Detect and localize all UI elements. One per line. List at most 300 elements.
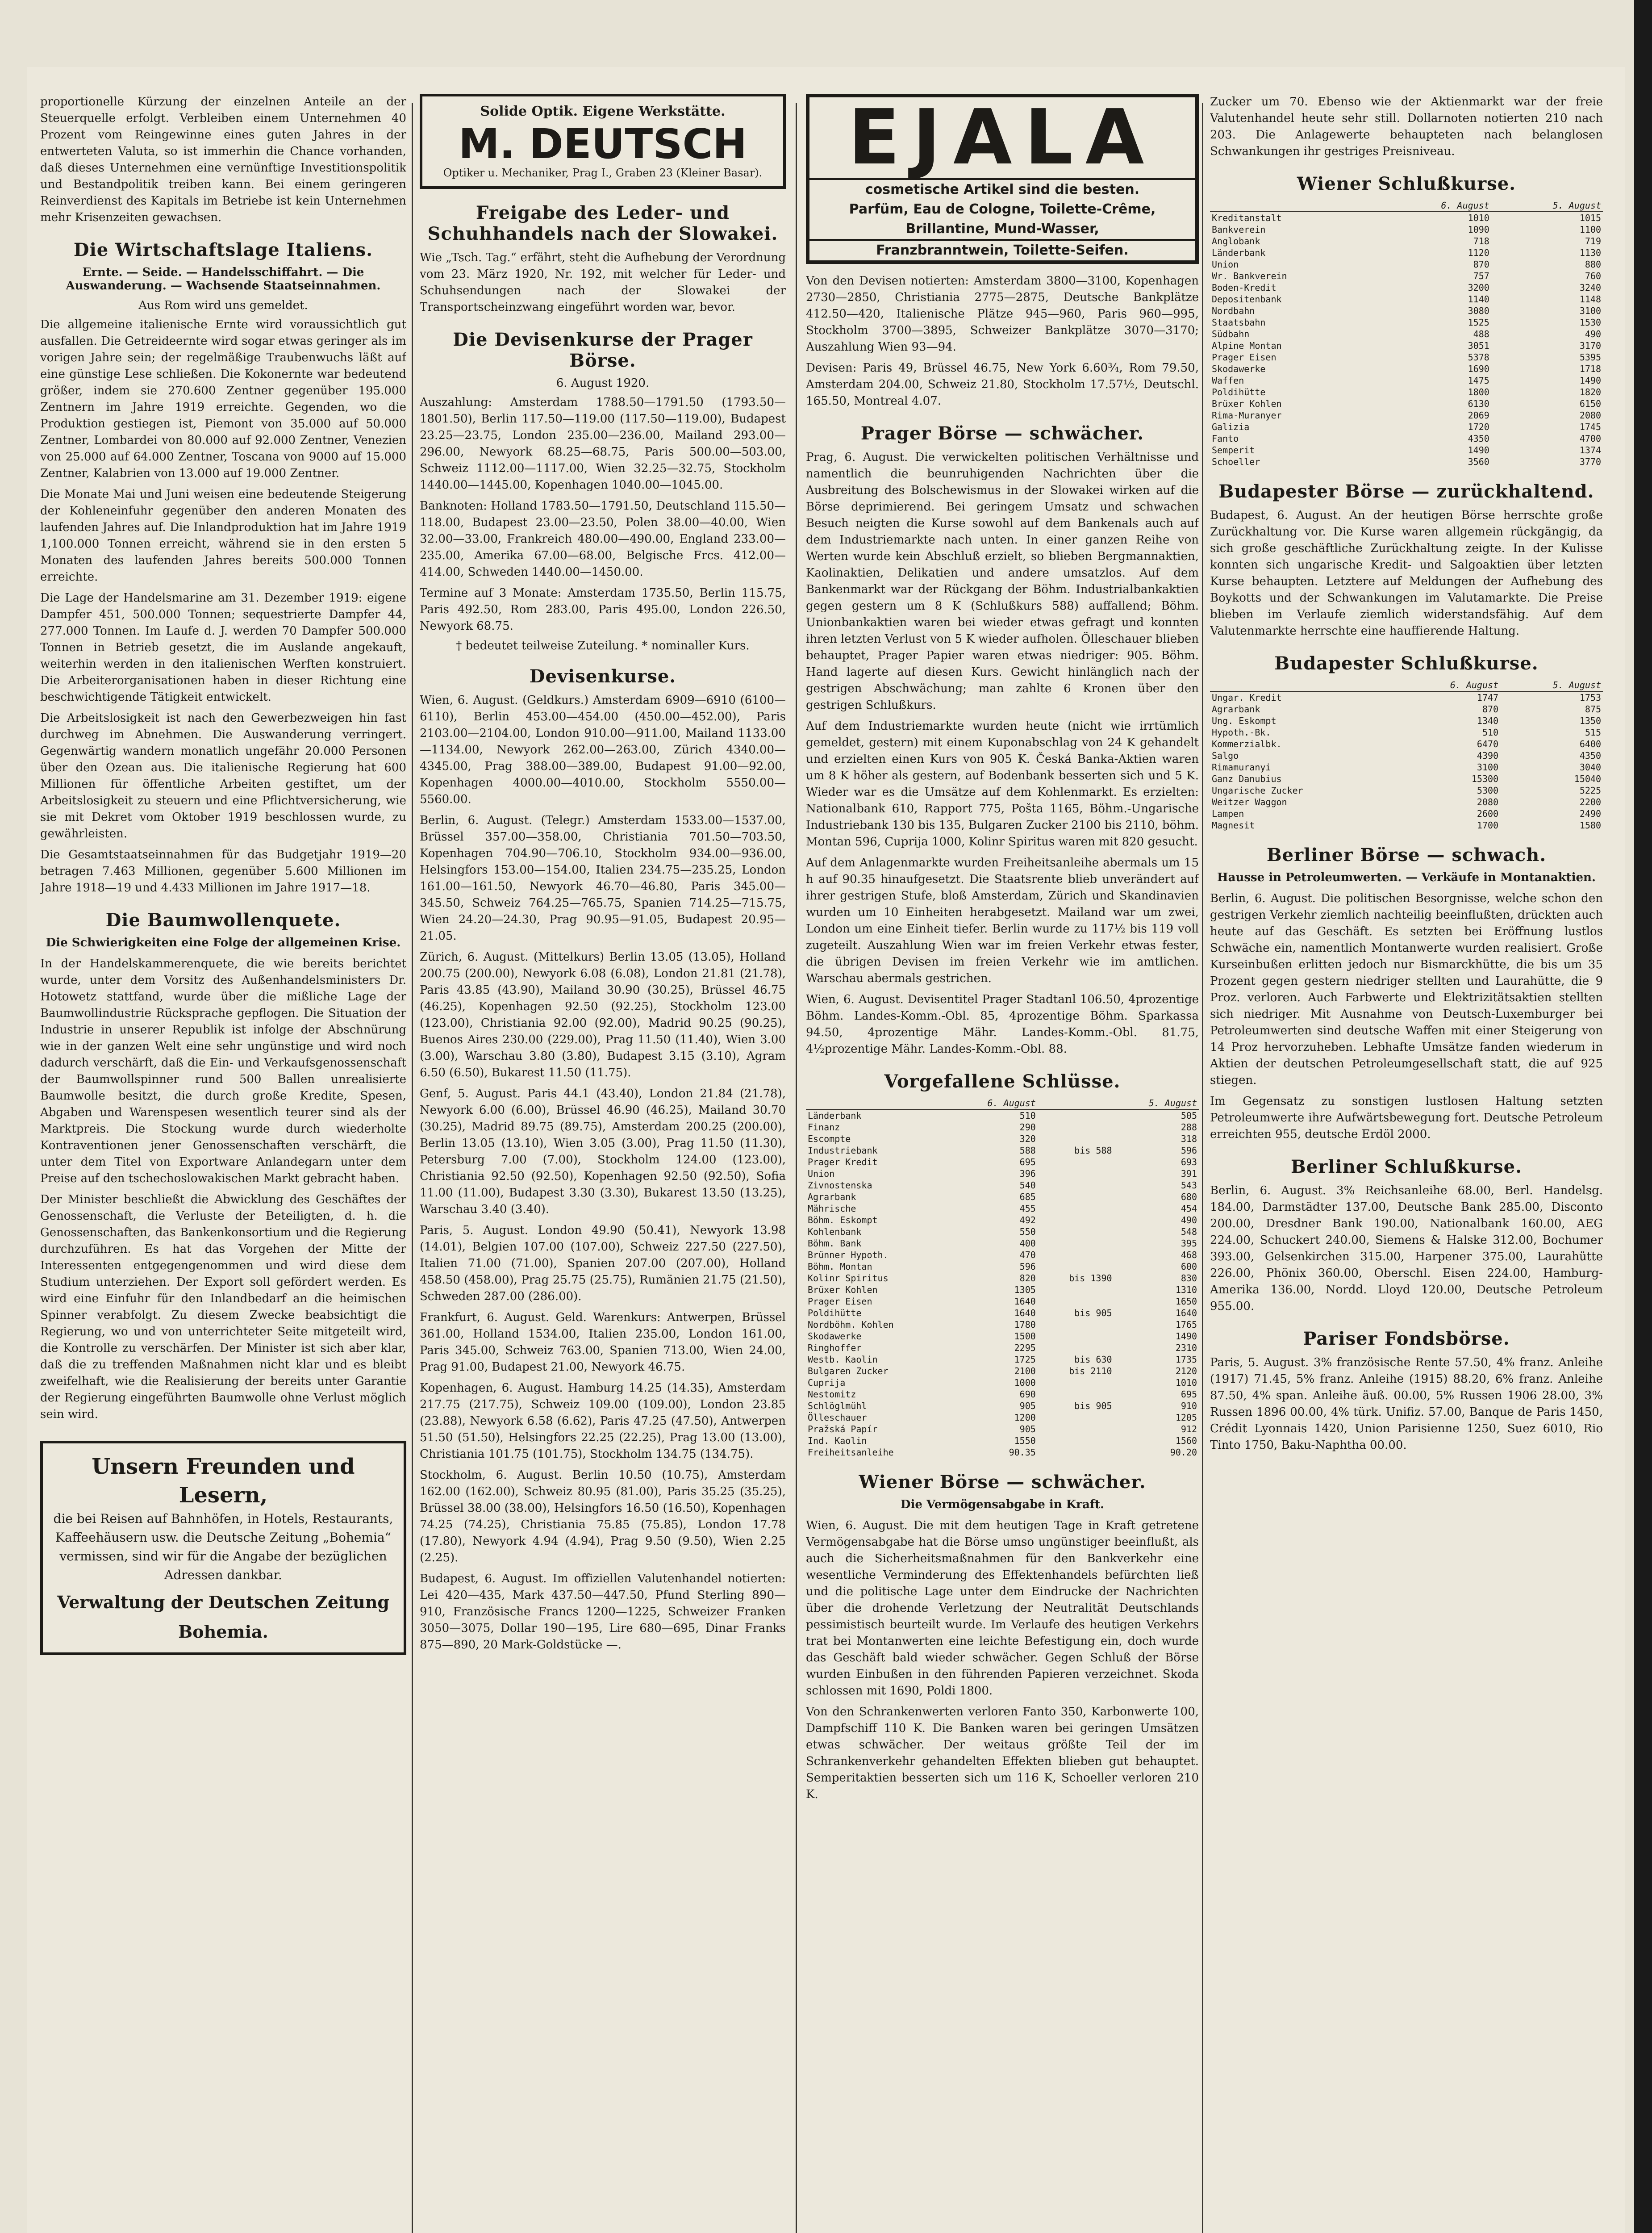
table-row — [806, 1226, 1199, 1238]
price-cell: 6400 — [1579, 739, 1601, 749]
security-name: Weitzer Waggon — [1212, 797, 1287, 807]
column-4 — [1210, 94, 1603, 2233]
table-row — [806, 1365, 1199, 1377]
price-cell — [1038, 1447, 1114, 1458]
price-cell: 488 — [1473, 329, 1489, 339]
price-cell: 505 — [1181, 1110, 1197, 1121]
price-cell: 1305 — [1014, 1284, 1036, 1295]
article-heading: Freigabe des Leder- und Schuhhandels nach der Slowakei. — [427, 202, 778, 244]
price-cell: 318 — [1181, 1133, 1197, 1144]
price-cell: 4700 — [1579, 433, 1601, 444]
table-row — [1210, 773, 1603, 785]
ad-tagline: Solide Optik. Eigene Werkstätte. — [480, 104, 726, 119]
price-cell: 3770 — [1579, 456, 1601, 467]
stock-table — [1210, 200, 1603, 468]
article-subheading: Die Schwierigkeiten eine Folge der allgemeinen Krise. — [46, 936, 401, 949]
price-cell: 880 — [1585, 259, 1601, 270]
security-name: Bankverein — [1212, 224, 1266, 235]
table-row — [806, 1342, 1199, 1354]
table-row — [1210, 328, 1603, 340]
price-cell: 515 — [1585, 727, 1601, 738]
article-heading: Wiener Börse — schwächer. — [859, 1472, 1146, 1493]
security-name: Böhm. Eskompt — [808, 1215, 878, 1225]
security-name: Nordbahn — [1212, 305, 1255, 316]
price-cell: 6470 — [1477, 739, 1499, 749]
price-cell: bis 905 — [1074, 1308, 1112, 1318]
table-header-cell: 6. August — [1398, 679, 1500, 691]
security-name: Galizia — [1212, 422, 1250, 432]
price-cell: 1650 — [1175, 1296, 1197, 1307]
price-cell: 685 — [1019, 1192, 1036, 1202]
security-name: Salgo — [1212, 750, 1239, 761]
price-cell — [1038, 1423, 1114, 1435]
price-cell: 454 — [1181, 1203, 1197, 1214]
price-cell: 2310 — [1175, 1342, 1197, 1353]
ad-signature: Bohemia. — [178, 1622, 268, 1642]
table-row — [1210, 727, 1603, 738]
table-row — [1210, 398, 1603, 410]
security-name: Ind. Kaolin — [808, 1435, 867, 1446]
article-text: Zürich, 6. August. (Mittelkurs) Berlin 13.05 (13.05), Holland 200.75 (200.00), Newyork 6.08 (6.08), London 21.81 (21.78), Paris 43.85 (43.90), Mailand 30.90 (30.25), Brüssel 46.75 (46.25), Kopenhagen 92.50 (92.25), Stockholm 123.00 (123.00), Christiania 92.00 (92.00), Madrid 90.25 (90.25), Buenos Aires 230.00 (229.00), Prag 11.50 (11.40), Wien 3.00 (3.00), Warschau 3.80 (3.80), Budapest 3.15 (3.10), Agram 6.50 (6.50), Bukarest 11.50 (11.75). — [420, 950, 786, 1079]
price-cell: 695 — [1181, 1389, 1197, 1400]
ad-text: Parfüm, Eau de Cologne, Toilette-Crême, Brillantine, Mund-Wasser, — [849, 201, 1156, 237]
article-text: proportionelle Kürzung der einzelnen Anteile an der Steuerquelle erfolgt. Verbleiben einem Unternehmen 40 Prozent vom Reingewinne eines guten Jahres in der entwerteten Valuta, so ist immerhin die Chance vorhanden, daß dieses Unternehmen eine vernünftige Investitionspolitik und Bestandpolitik treiben kann. Bei einem geringeren Reinverdienst des Kapitals im Betriebe ist kein Unternehmen mehr Krisenzeiten gewachsen. — [40, 95, 406, 224]
security-name: Brüxer Kohlen — [808, 1284, 878, 1295]
price-cell: 1530 — [1579, 317, 1601, 328]
price-cell: 2069 — [1468, 410, 1489, 421]
table-row — [1210, 375, 1603, 386]
price-cell: 718 — [1473, 236, 1489, 247]
article-subheading: Hausse in Petroleumwerten. — Verkäufe in Montanaktien. — [1217, 871, 1596, 884]
article-heading: Die Devisenkurse der Prager Börse. — [453, 329, 753, 371]
ad-text: Franzbranntwein, Toilette-Seifen. — [809, 239, 1195, 260]
price-cell: 1690 — [1468, 364, 1489, 374]
table-row — [1210, 247, 1603, 259]
price-cell: 468 — [1181, 1250, 1197, 1260]
table-header-cell: 6. August — [952, 1097, 1037, 1109]
price-cell: 1200 — [1014, 1412, 1036, 1423]
price-cell — [1038, 1168, 1114, 1179]
article-text: Von den Devisen notierten: Amsterdam 3800—3100, Kopenhagen 2730—2850, Christiania 2775—2875, Deutsche Bankplätze 412.50—420, Italienische Plätze 945—960, Paris 960—995, Stockholm 3700—3895, Schweizer Bankplätze 3070—3170; Auszahlung Wien 93—94. — [806, 274, 1199, 354]
table-row — [806, 1435, 1199, 1447]
security-name: Schoeller — [1212, 456, 1260, 467]
price-cell — [1038, 1156, 1114, 1168]
article-text: Wien, 6. August. Devisentitel Prager Stadtanl 106.50, 4prozentige Böhm. Landes-Komm.-Obl. 85, 4prozentige Böhm. Sparkassa 94.50, 4prozentige Mähr. Landes-Komm.-Obl. 81.75, 4½prozentige Mähr. Landes-Komm.-Obl. 88. — [806, 993, 1199, 1056]
table-row — [806, 1261, 1199, 1272]
article-heading: Berliner Schlußkurse. — [1290, 1156, 1522, 1177]
price-cell: 5395 — [1579, 352, 1601, 363]
price-cell: 830 — [1181, 1273, 1197, 1284]
price-cell: 510 — [1482, 727, 1499, 738]
article-heading: Devisenkurse. — [529, 666, 676, 687]
table-row — [806, 1354, 1199, 1365]
price-cell: 455 — [1019, 1203, 1036, 1214]
article-heading: Wiener Schlußkurse. — [1297, 173, 1516, 194]
price-cell — [1038, 1261, 1114, 1272]
price-cell — [1038, 1330, 1114, 1342]
price-cell: 6150 — [1579, 398, 1601, 409]
price-cell: 1340 — [1477, 715, 1499, 726]
table-header-cell: 5. August — [1491, 200, 1603, 212]
ad-address: Optiker u. Mechaniker, Prag I., Graben 23 (Kleiner Basar). — [443, 167, 763, 179]
column-rule — [796, 103, 797, 2233]
price-cell: 510 — [1019, 1110, 1036, 1121]
price-cell — [1038, 1342, 1114, 1354]
article-text: Kopenhagen, 6. August. Hamburg 14.25 (14.35), Amsterdam 217.75 (217.75), Schweiz 109.00 (109.00), London 23.85 (23.88), Newyork 6.58 (6.62), Paris 47.25 (47.50), Antwerpen 51.50 (51.50), Helsingfors 22.25 (22.25), Prag 13.00 (13.00), Christiania 101.75 (101.75), Stockholm 134.75 (134.75). — [420, 1381, 786, 1461]
security-name: Boden-Kredit — [1212, 282, 1277, 293]
security-name: Escompte — [808, 1133, 851, 1144]
price-cell: 1640 — [1175, 1308, 1197, 1318]
article-text: Genf, 5. August. Paris 44.1 (43.40), London 21.84 (21.78), Newyork 6.00 (6.00), Brüssel 46.90 (46.25), Mailand 30.70 (30.25), Madrid 89.75 (89.75), Amsterdam 200.25 (200.00), Berlin 13.05 (13.10), Wien 3.05 (3.00), Prag 11.50 (11.30), Petersburg 7.00 (7.00), Stockholm 124.00 (123.00), Christiania 92.50 (92.50), Kopenhagen 92.50 (92.50), Sofia 11.00 (11.00), Budapest 3.30 (3.30), Bukarest 13.50 (13.25), Warschau 3.40 (3.40). — [420, 1087, 786, 1216]
price-cell: bis 2110 — [1069, 1366, 1112, 1376]
table-header-cell — [1210, 679, 1398, 691]
table-row — [1210, 691, 1603, 703]
column-rule — [1202, 103, 1203, 2233]
article-text: Budapest, 6. August. An der heutigen Börse herrschte große Zurückhaltung vor. Die Kurse waren allgemein rückgängig, da sich große geschäftliche Zurückhaltung zeigte. In der Kulisse konnten sich ungarische Kredit- und Salgoaktien über letzten Kurse behaupten. Letztere auf Meldungen der Aufhebung des Boykotts und der Schwankungen im Valutamarkte. Die Preise blieben im Verlaufe ziemlich widerstandsfähig. Auf dem Valutenmarkte herrschte eine hauffierende Haltung. — [1210, 509, 1603, 638]
price-cell: 2200 — [1579, 797, 1601, 807]
article-subheading: Ernte. — Seide. — Handelsschiffahrt. — Die Auswanderung. — Wachsende Staatseinnahmen. — [66, 266, 381, 293]
article-text: Devisen: Paris 49, Brüssel 46.75, New York 6.60¾, Rom 79.50, Amsterdam 204.00, Schweiz 21.80, Stockholm 17.57½, Deutschl. 165.50, Montreal 4.07. — [806, 361, 1199, 408]
table-row — [1210, 386, 1603, 398]
price-cell — [1038, 1203, 1114, 1214]
security-name: Prager Eisen — [1212, 352, 1277, 363]
table-row — [806, 1447, 1199, 1458]
price-cell: 600 — [1181, 1261, 1197, 1272]
security-name: Rima-Muranyer — [1212, 410, 1282, 421]
price-cell: 1745 — [1579, 422, 1601, 432]
article-text: Frankfurt, 6. August. Geld. Warenkurs: Antwerpen, Brüssel 361.00, Holland 1534.00, Italien 235.00, London 161.00, Paris 345.00, Schweiz 763.00, Spanien 713.00, Wien 24.00, Prag 91.00, Budapest 21.00, Newyork 46.75. — [420, 1311, 786, 1374]
security-name: Ung. Eskompt — [1212, 715, 1277, 726]
article-text: Stockholm, 6. August. Berlin 10.50 (10.75), Amsterdam 162.00 (162.00), Schweiz 80.95 (81.00), Paris 35.25 (35.25), Brüssel 38.00 (38.00), Helsingfors 16.50 (16.50), Kopenhagen 74.25 (74.25), Christiania 75.85 (75.85), London 17.78 (17.80), Newyork 4.94 (4.94), Prag 9.50 (9.50), Wien 2.25 (2.25). — [420, 1468, 786, 1564]
price-cell — [1038, 1296, 1114, 1307]
article-text: Termine auf 3 Monate: Amsterdam 1735.50, Berlin 115.75, Paris 492.50, Rom 283.00, Paris 495.00, London 226.50, Newyork 68.75. — [420, 586, 786, 633]
table-row — [1210, 317, 1603, 328]
price-cell: 1640 — [1014, 1308, 1036, 1318]
security-name: Brüxer Kohlen — [1212, 398, 1282, 409]
article-text: In der Handelskammerenquete, die wie bereits berichtet wurde, unter dem Vorsitz des Außenhandelsministers Dr. Hotowetz stattfand, wurde über die mißliche Lage der Baumwollindustrie Rücksprache gepflogen. Die Situation der Industrie in unserer Republik ist infolge der Abschnürung wie in der ganzen Welt eine sehr ungünstige und wird noch dadurch verschärft, daß die Ein- und Verkaufsgenossenschaft der Baumwollspinner rund 500 Ballen unrealisierte Baumwolle besitzt, die durch große Kredite, Spesen, Abgaben und Warenspesen wesentlich teurer sind als der Marktpreis. Die Stockung wurde durch wiederholte Kontraventionen jener Genossenschaften verschärft, die unter dem Titel von Exportware Anlandegarn unter dem Preise auf den tschechoslowakischen Markt gebracht haben. — [40, 957, 406, 1185]
ad-text: die bei Reisen auf Bahnhöfen, in Hotels, Restaurants, Kaffeehäusern usw. die Deutsche Zeitung „Bohemia“ vermissen, sind wir für die Angabe der bezüglichen Adressen dankbar. — [53, 1511, 393, 1582]
article-text: Banknoten: Holland 1783.50—1791.50, Deutschland 115.50—118.00, Budapest 23.00—23.50, Polen 38.00—40.00, Wien 32.00—33.00, Frankreich 480.00—490.00, England 233.00—235.00, Amerika 67.00—68.00, Belgische Frcs. 412.00—414.00, Schweden 1440.00—1450.00. — [420, 499, 786, 579]
security-name: Poldihütte — [808, 1308, 862, 1318]
table-row — [1210, 785, 1603, 796]
table-row — [806, 1400, 1199, 1412]
table-row — [806, 1145, 1199, 1156]
table-row — [806, 1203, 1199, 1214]
price-cell: 596 — [1019, 1261, 1036, 1272]
newspaper-page — [27, 67, 1625, 2233]
ad-brand-name: EJALA — [848, 94, 1157, 182]
price-cell: 395 — [1181, 1238, 1197, 1249]
article-text: Auf dem Industriemarkte wurden heute (nicht wie irrtümlich gemeldet, gestern) mit einem Kuponabschlag von 24 K gehandelt und erzielten einen Kurs von 905 K. Česká Banka-Aktien waren um 8 K höher als gestern, auf Bodenbank besserten sich und 5 K. Wieder war es die Umsätze auf dem Kohlenmarkt. Es erzielten: Nationalbank 610, Rapport 775, Pošta 1165, Böhm.-Ungarische Industriebank 130 bis 135, Bulgaren Zucker 2100 bis 2110, böhm. Montan 596, Cuprija 1000, Kolinr Spiritus waren mit 820 gesucht. — [806, 719, 1199, 849]
article-text: Wien, 6. August. Die mit dem heutigen Tage in Kraft getretene Vermögensabgabe hat die Börse umso ungünstiger beeinflußt, als auch die Sicherheitsmaßnahmen für den Bankverkehr eine wesentliche Verminderung des Effektenhandels befürchten ließ und die politische Lage unter dem Eindrucke der Nachrichten über die drohende Verletzung der Neutralität Deutschlands pessimistisch beurteilt wurde. Im Verlaufe des heutigen Verkehrs trat bei Montanwerten eine leichte Befestigung ein, doch wurde das Geschäft bald wieder schwächer. Gegen Schluß der Börse wurden Einbußen in den führenden Papieren verzeichnet. Skoda schlossen mit 1690, Poldi 1800. — [806, 1519, 1199, 1698]
security-name: Waffen — [1212, 375, 1244, 386]
price-cell: 1550 — [1014, 1435, 1036, 1446]
table-row — [1210, 433, 1603, 444]
advertisement-box — [420, 94, 786, 189]
price-cell: 1700 — [1477, 820, 1499, 831]
table-row — [1210, 293, 1603, 305]
price-cell: 1490 — [1579, 375, 1601, 386]
article-text: Berlin, 6. August. (Telegr.) Amsterdam 1533.00—1537.00, Brüssel 357.00—358.00, Christiania 701.50—703.50, Kopenhagen 704.90—706.10, Stockholm 934.00—936.00, Helsingfors 153.00—154.00, Italien 234.75—235.25, London 161.00—161.50, Newyork 46.70—46.80, Paris 345.00—345.50, Schweiz 764.25—765.75, Spanien 714.25—715.75, Wien 24.20—24.30, Prag 90.95—91.05, Budapest 20.95—21.05. — [420, 814, 786, 943]
table-header-cell — [1210, 200, 1380, 212]
security-name: Staatsbahn — [1212, 317, 1266, 328]
price-cell: 4350 — [1468, 433, 1489, 444]
price-cell: 2295 — [1014, 1342, 1036, 1353]
price-cell — [1038, 1179, 1114, 1191]
security-name: Poldihütte — [1212, 387, 1266, 397]
article-heading: Die Wirtschaftslage Italiens. — [73, 239, 373, 260]
security-name: Hypoth.-Bk. — [1212, 727, 1271, 738]
price-cell: 490 — [1585, 329, 1601, 339]
price-cell: 90.20 — [1170, 1447, 1197, 1458]
table-row — [806, 1109, 1199, 1121]
security-name: Union — [1212, 259, 1239, 270]
price-cell: 1148 — [1579, 294, 1601, 305]
table-row — [1210, 224, 1603, 235]
table-row — [1210, 820, 1603, 831]
table-row — [806, 1296, 1199, 1307]
price-cell: 400 — [1019, 1238, 1036, 1249]
price-cell: bis 630 — [1074, 1354, 1112, 1365]
security-name: Kreditanstalt — [1212, 213, 1282, 223]
article-text: Die allgemeine italienische Ernte wird voraussichtlich gut ausfallen. Die Getreideernte wird sogar etwas geringer als im vorigen Jahre sein; der regelmäßige Traubenwuchs läßt auf eine günstige Lese schließen. Die Kokonernte war bedeutend größer, indem sie 270.600 Zentner gegenüber 195.000 Zentnern im Jahre 1919 erreichte. Gegenden, wo die Produktion gestiegen ist, Piemont von 35.000 auf 50.000 Zentner, Lombardei von 80.000 auf 92.000 Zentner, Venezien von 25.000 auf 64.000 Zentner, Toscana von 9000 auf 15.000 Zentner, Kalabrien von 13.000 auf 19.000 Zentner. — [40, 318, 406, 480]
price-cell: 3170 — [1579, 340, 1601, 351]
price-cell: 1120 — [1468, 247, 1489, 258]
security-name: Semperit — [1212, 445, 1255, 456]
article-text: Prag, 6. August. Die verwickelten politischen Verhältnisse und namentlich die beunruhigenden Nachrichten über die Ausbreitung des Bolschewismus in der Slowakei wirken auf die Börse deprimierend. Bei geringem Umsatz und schwachen Besuch neigten die Kurse sowohl auf dem Bankenals auch auf dem Industriemarkte nach unten. In einer ganzen Reihe von Werten wurde kein Abschluß erzielt, so blieben Bergmannaktien, Kaolinaktien, Delikatien und andere umsatzlos. Auf dem Bankenmarkt war der Rückgang der Böhm. Industrialbankaktien gegen gestern um 8 K (Schlußkurs 588) auffallend; Böhm. Unionbankaktien waren bei wieder etwas gefragt und konnten ihren letzten Verlust von 5 K wieder aufholen. Ölleschauer blieben behauptet, Prager Papier waren etwas niedriger: 905. Böhm. Hand lagerte auf diesen Kurs. Gewicht hinlänglich nach der gestrigen Abschwächung; man zahlte 6 Kronen über den gestrigen Schlußkurs. — [806, 451, 1199, 712]
price-cell: 3560 — [1468, 456, 1489, 467]
price-cell: 3051 — [1468, 340, 1489, 351]
price-cell: 2490 — [1579, 808, 1601, 819]
table-row — [806, 1191, 1199, 1203]
security-name: Länderbank — [1212, 247, 1266, 258]
price-cell: 905 — [1019, 1424, 1036, 1434]
advertisement-box — [40, 1441, 406, 1655]
article-text: Die Arbeitslosigkeit ist nach den Gewerbezweigen hin fast durchweg im Abnehmen. Die Auswanderung verringert. Gegenwärtig wandern monatlich ungefähr 20.000 Personen über den Ozean aus. Die italienische Regierung hat 600 Millionen für öffentliche Arbeiten gestiftet, um der Arbeitslosigkeit zu steuern und eine Pflichtversicherung, wie sie mit Dekret vom Oktober 1919 beschlossen wurde, zu gewährleisten. — [40, 711, 406, 841]
ad-headline: Unsern Freunden und Lesern, — [92, 1454, 355, 1508]
stock-table — [1210, 679, 1603, 831]
table-row — [806, 1133, 1199, 1145]
price-cell: 1720 — [1468, 422, 1489, 432]
table-row — [1210, 761, 1603, 773]
article-text: Auf dem Anlagenmarkte wurden Freiheitsanleihe abermals um 15 h auf 90.35 hinaufgesetzt. Die Staatsrente blieb unverändert auf ihrer gestrigen Stufe, bloß Amsterdam, Zürich und Skandinavien wurden um 10 Einheiten herabgesetzt. Mailand war um zwei, London um eine Einheit tiefer. Berlin wurde zu 117½ bis 119 voll zugeteilt. Auszahlung Wien war im freien Verkehr etwas fester, die übrigen Devisen im freien Verkehr wie im amtlichen. Warschau abermals gestrichen. — [806, 856, 1199, 985]
article-heading: Die Baumwollenquete. — [105, 910, 341, 931]
article-text: Auszahlung: Amsterdam 1788.50—1791.50 (1793.50—1801.50), Berlin 117.50—119.00 (117.50—119.00), Budapest 23.25—23.75, London 235.00—236.00, Mailand 293.00—296.00, Newyork 68.25—68.75, Paris 500.00—503.00, Schweiz 1112.00—1117.00, Wien 32.25—32.75, Stockholm 1440.00—1445.00, Kopenhagen 1040.00—1045.00. — [420, 396, 786, 492]
price-cell: 1090 — [1468, 224, 1489, 235]
price-cell: 1000 — [1014, 1377, 1036, 1388]
article-text: Die Lage der Handelsmarine am 31. Dezember 1919: eigene Dampfer 451, 500.000 Tonnen; sequestrierte Dampfer 44, 277.000 Tonnen. Im Laufe d. J. werden 70 Dampfer 500.000 Tonnen in Betrieb gesetzt, die im Auslande angekauft, weiterhin werden in den italienischen Werften konstruiert. Die Arbeiterorganisationen haben in dieser Richtung eine beschwichtigende Tätigkeit entwickelt. — [40, 591, 406, 704]
price-cell: 693 — [1181, 1157, 1197, 1167]
table-row — [1210, 444, 1603, 456]
security-name: Kommerzialbk. — [1212, 739, 1282, 749]
price-cell: 1205 — [1175, 1412, 1197, 1423]
price-cell: 596 — [1181, 1145, 1197, 1156]
table-header-row — [806, 1097, 1199, 1109]
price-cell: 1475 — [1468, 375, 1489, 386]
security-name: Kolinr Spiritus — [808, 1273, 889, 1284]
price-cell: 1780 — [1014, 1319, 1036, 1330]
security-name: Skodawerke — [808, 1331, 862, 1342]
price-cell: 870 — [1473, 259, 1489, 270]
price-cell: 1580 — [1579, 820, 1601, 831]
security-name: Ringhoffer — [808, 1342, 862, 1353]
security-name: Nordböhm. Kohlen — [808, 1319, 894, 1330]
article-heading: Budapester Schlußkurse. — [1274, 653, 1539, 674]
price-cell: 1640 — [1014, 1296, 1036, 1307]
ad-brand-name: M. DEUTSCH — [459, 120, 747, 168]
price-cell: 757 — [1473, 271, 1489, 281]
price-cell: 1820 — [1579, 387, 1601, 397]
price-cell — [1038, 1238, 1114, 1249]
article-text: Die Gesamtstaatseinnahmen für das Budgetjahr 1919—20 betragen 7.463 Millionen, gegenüber 5.600 Millionen im Jahre 1918—19 und 4.433 Millionen im Jahre 1917—18. — [40, 848, 406, 895]
price-cell: 870 — [1482, 704, 1499, 715]
article-text: Zucker um 70. Ebenso wie der Aktienmarkt war der freie Valutenhandel heute sehr still. Dollarnoten notierten 210 nach 203. Die Anlagewerte behaupteten nach belanglosen Schwankungen ihr gestriges Preisniveau. — [1210, 95, 1603, 158]
price-cell: 540 — [1019, 1180, 1036, 1191]
security-name: Wr. Bankverein — [1212, 271, 1287, 281]
price-cell: 5300 — [1477, 785, 1499, 796]
price-cell: 3080 — [1468, 305, 1489, 316]
article-text: Der Minister beschließt die Abwicklung des Geschäftes der Genossenschaft, die Verluste der Beteiligten, d. h. die Genossenschaften, das Bankenkonsortium und die Regierung durchzuführen. Es hat das Vorgehen der Mitte der Interessenten entgegengenommen und wird diese dem Studium unterziehen. Der Export soll gefördert werden. Es wird eine Einfuhr für den Inlandbedarf an die heimischen Spinner verabfolgt. Zu diesem Zwecke beabsichtigt die Regierung, wo und von unterrichteter Seite mitgeteilt wird, die Kontrolle zu verschärfen. Der Minister ist sich aber klar, daß die zu treffenden Maßnahmen nicht klar und es bleibt zweifelhaft, wie die Realisierung der bereits unter Garantie der Regierung eingeführten Baumwolle ohne Verlust möglich sein wird. — [40, 1193, 406, 1421]
table-row — [1210, 282, 1603, 293]
price-cell: 719 — [1585, 236, 1601, 247]
security-name: Fanto — [1212, 433, 1239, 444]
price-cell: 15040 — [1574, 774, 1601, 784]
security-name: Alpine Montan — [1212, 340, 1282, 351]
security-name: Lampen — [1212, 808, 1244, 819]
price-cell: 492 — [1019, 1215, 1036, 1225]
column-2 — [420, 94, 786, 2233]
price-cell: 5225 — [1579, 785, 1601, 796]
table-header-row — [1210, 200, 1603, 212]
article-text: Paris, 5. August. London 49.90 (50.41), Newyork 13.98 (14.01), Belgien 107.00 (107.00), Schweiz 227.50 (227.50), Italien 71.00 (71.00), Spanien 207.00 (207.00), Holland 458.50 (458.00), Prag 25.75 (25.75), Rumänien 21.75 (21.50), Schweden 287.00 (286.00). — [420, 1224, 786, 1303]
ad-text: cosmetische Artikel sind die besten. — [865, 182, 1140, 197]
price-cell: 3100 — [1477, 762, 1499, 773]
price-cell: bis 588 — [1074, 1145, 1112, 1156]
security-name: Bulgaren Zucker — [808, 1366, 889, 1376]
table-row — [806, 1238, 1199, 1249]
security-name: Mährische — [808, 1203, 856, 1214]
price-cell: 1010 — [1468, 213, 1489, 223]
price-cell: 550 — [1019, 1226, 1036, 1237]
table-row — [806, 1388, 1199, 1400]
advertisement-box — [806, 94, 1199, 264]
security-name: Rimamuranyi — [1212, 762, 1271, 773]
table-header-cell: 5. August — [1500, 679, 1603, 691]
table-row — [1210, 796, 1603, 808]
price-cell: 1130 — [1579, 247, 1601, 258]
article-text: Budapest, 6. August. Im offiziellen Valutenhandel notierten: Lei 420—435, Mark 437.50—447.50, Pfund Sterling 890—910, Französische Francs 1200—1225, Schweizer Franken 3050—3075, Dollar 190—195, Lire 680—695, Dinar Franks 875—890, 20 Mark-Goldstücke —. — [420, 1572, 786, 1652]
table-row — [1210, 421, 1603, 433]
price-cell: 6130 — [1468, 398, 1489, 409]
security-name: Cuprija — [808, 1377, 846, 1388]
price-cell: 910 — [1181, 1401, 1197, 1411]
security-name: Anglobank — [1212, 236, 1260, 247]
table-row — [1210, 351, 1603, 363]
price-cell — [1038, 1133, 1114, 1145]
price-cell: 396 — [1019, 1168, 1036, 1179]
security-name: Brünner Hypoth. — [808, 1250, 889, 1260]
table-header-cell — [1038, 1097, 1114, 1109]
price-cell — [1038, 1191, 1114, 1203]
article-heading: Budapester Börse — zurückhaltend. — [1218, 481, 1594, 502]
article-text: Berlin, 6. August. Die politischen Besorgnisse, welche schon den gestrigen Verkehr ziemlich nachteilig beeinflußten, drückten auch heute auf das Geschäft. Es setzten bei Eröffnung lustlos Schwäche ein, namentlich Montanwerte wurden realisiert. Große Kurseinbußen erlitten jedoch nur Bismarckhütte, die bis um 35 Prozent gegen gestern niedriger stellten und Laurahütte, die 9 Proz. verloren. Auch Farbwerte und Elektrizitätsaktien stellten sich niedriger. Mit Ausnahme von Deutsch-Luxemburger bei Petroleumwerten sind deutsche Waffen mit einer Steigerung von 14 Proz hervorzuheben. Lebhafte Umsätze fanden wiederum in Aktien der deutschen Petroleumgesellschaft statt, die auf 925 stiegen. — [1210, 892, 1603, 1087]
table-row — [806, 1179, 1199, 1191]
article-text: Von den Schrankenwerten verloren Fanto 350, Karbonwerte 100, Dampfschiff 110 K. Die Banken waren bei geringen Umsätzen etwas schwächer. Der weitaus größte Teil der im Schrankenverkehr gehandelten Effekten blieben gut behauptet. Semperitaktien besserten sich um 116 K, Schoeller verloren 210 K. — [806, 1705, 1199, 1801]
table-row — [806, 1121, 1199, 1133]
table-row — [806, 1284, 1199, 1296]
security-name: Union — [808, 1168, 835, 1179]
price-cell — [1038, 1435, 1114, 1447]
price-cell: 588 — [1019, 1145, 1036, 1156]
table-row — [1210, 456, 1603, 468]
article-text: Die Monate Mai und Juni weisen eine bedeutende Steigerung der Kohleneinfuhr gegenüber den anderen Monaten des laufenden Jahres auf. Die Inlandproduktion hat im Jahre 1919 1,100.000 Tonnen erreicht, während sie in den ersten 5 Monaten des laufenden Jahres bereits 500.000 Tonnen erreichte. — [40, 488, 406, 584]
price-cell: 288 — [1181, 1122, 1197, 1133]
security-name: Ungar. Kredit — [1212, 692, 1282, 703]
security-name: Ganz Danubius — [1212, 774, 1282, 784]
scan-border — [1634, 0, 1652, 2233]
price-cell: 1735 — [1175, 1354, 1197, 1365]
security-name: Ölleschauer — [808, 1412, 867, 1423]
price-cell: 1374 — [1579, 445, 1601, 456]
table-header-row — [1210, 679, 1603, 691]
price-cell: 1765 — [1175, 1319, 1197, 1330]
price-cell — [1038, 1319, 1114, 1330]
price-cell: 680 — [1181, 1192, 1197, 1202]
security-name: Schlöglmühl — [808, 1401, 867, 1411]
price-cell: 3040 — [1579, 762, 1601, 773]
column-1 — [40, 94, 406, 2233]
security-name: Kohlenbank — [808, 1226, 862, 1237]
table-row — [806, 1156, 1199, 1168]
price-cell: 912 — [1181, 1424, 1197, 1434]
table-row — [806, 1307, 1199, 1319]
price-cell: 2080 — [1579, 410, 1601, 421]
price-cell: 290 — [1019, 1122, 1036, 1133]
price-cell: 1560 — [1175, 1435, 1197, 1446]
table-row — [1210, 703, 1603, 715]
price-cell — [1038, 1284, 1114, 1296]
article-dateline: 6. August 1920. — [556, 376, 650, 390]
price-cell: 2080 — [1477, 797, 1499, 807]
price-cell: bis 905 — [1074, 1401, 1112, 1411]
price-cell — [1038, 1388, 1114, 1400]
price-cell — [1038, 1121, 1114, 1133]
price-cell: 1747 — [1477, 692, 1499, 703]
table-row — [1210, 212, 1603, 224]
price-cell: 3240 — [1579, 282, 1601, 293]
price-cell: 1753 — [1579, 692, 1601, 703]
table-row — [1210, 808, 1603, 820]
security-name: Ungarische Zucker — [1212, 785, 1303, 796]
security-name: Nestomitz — [808, 1389, 856, 1400]
price-cell: 5378 — [1468, 352, 1489, 363]
price-cell: 391 — [1181, 1168, 1197, 1179]
table-row — [1210, 235, 1603, 247]
price-cell: 490 — [1181, 1215, 1197, 1225]
article-text: Berlin, 6. August. 3% Reichsanleihe 68.00, Berl. Handelsg. 184.00, Darmstädter 137.00, Deutsche Bank 285.00, Disconto 200.00, Dresdner Bank 190.00, Nationalbank 160.00, AEG 224.00, Schuckert 240.00, Siemens & Halske 312.00, Bochumer 393.00, Gelsenkirchen 315.00, Harpener 375.00, Laurahütte 226.00, Phönix 360.00, Oberschl. Eisen 224.00, Hamburg-Amerika 136.00, Nordd. Lloyd 120.00, Deutsche Petroleum 955.00. — [1210, 1184, 1603, 1313]
security-name: Böhm. Montan — [808, 1261, 872, 1272]
article-text: Paris, 5. August. 3% französische Rente 57.50, 4% franz. Anleihe (1917) 71.45, 5% franz. Anleihe (1915) 88.20, 6% franz. Anleihe 87.50, 4% span. Anleihe äuß. 00.00, 5% Russen 1906 28.00, 3% Russen 1896 00.00, 4% türk. Unifiz. 57.00, Banque de Paris 1450, Crédit Lyonnais 1420, Union Parisienne 1250, Suez 6010, Rio Tinto 1750, Baku-Naphtha 00.00. — [1210, 1356, 1603, 1452]
price-cell: 690 — [1019, 1389, 1036, 1400]
price-cell — [1038, 1226, 1114, 1238]
security-name: Depositenbank — [1212, 294, 1282, 305]
price-cell: 3100 — [1579, 305, 1601, 316]
table-row — [806, 1249, 1199, 1261]
security-name: Freiheitsanleihe — [808, 1447, 894, 1458]
price-cell: 1490 — [1468, 445, 1489, 456]
security-name: Agrarbank — [1212, 704, 1260, 715]
price-cell: 320 — [1019, 1133, 1036, 1144]
